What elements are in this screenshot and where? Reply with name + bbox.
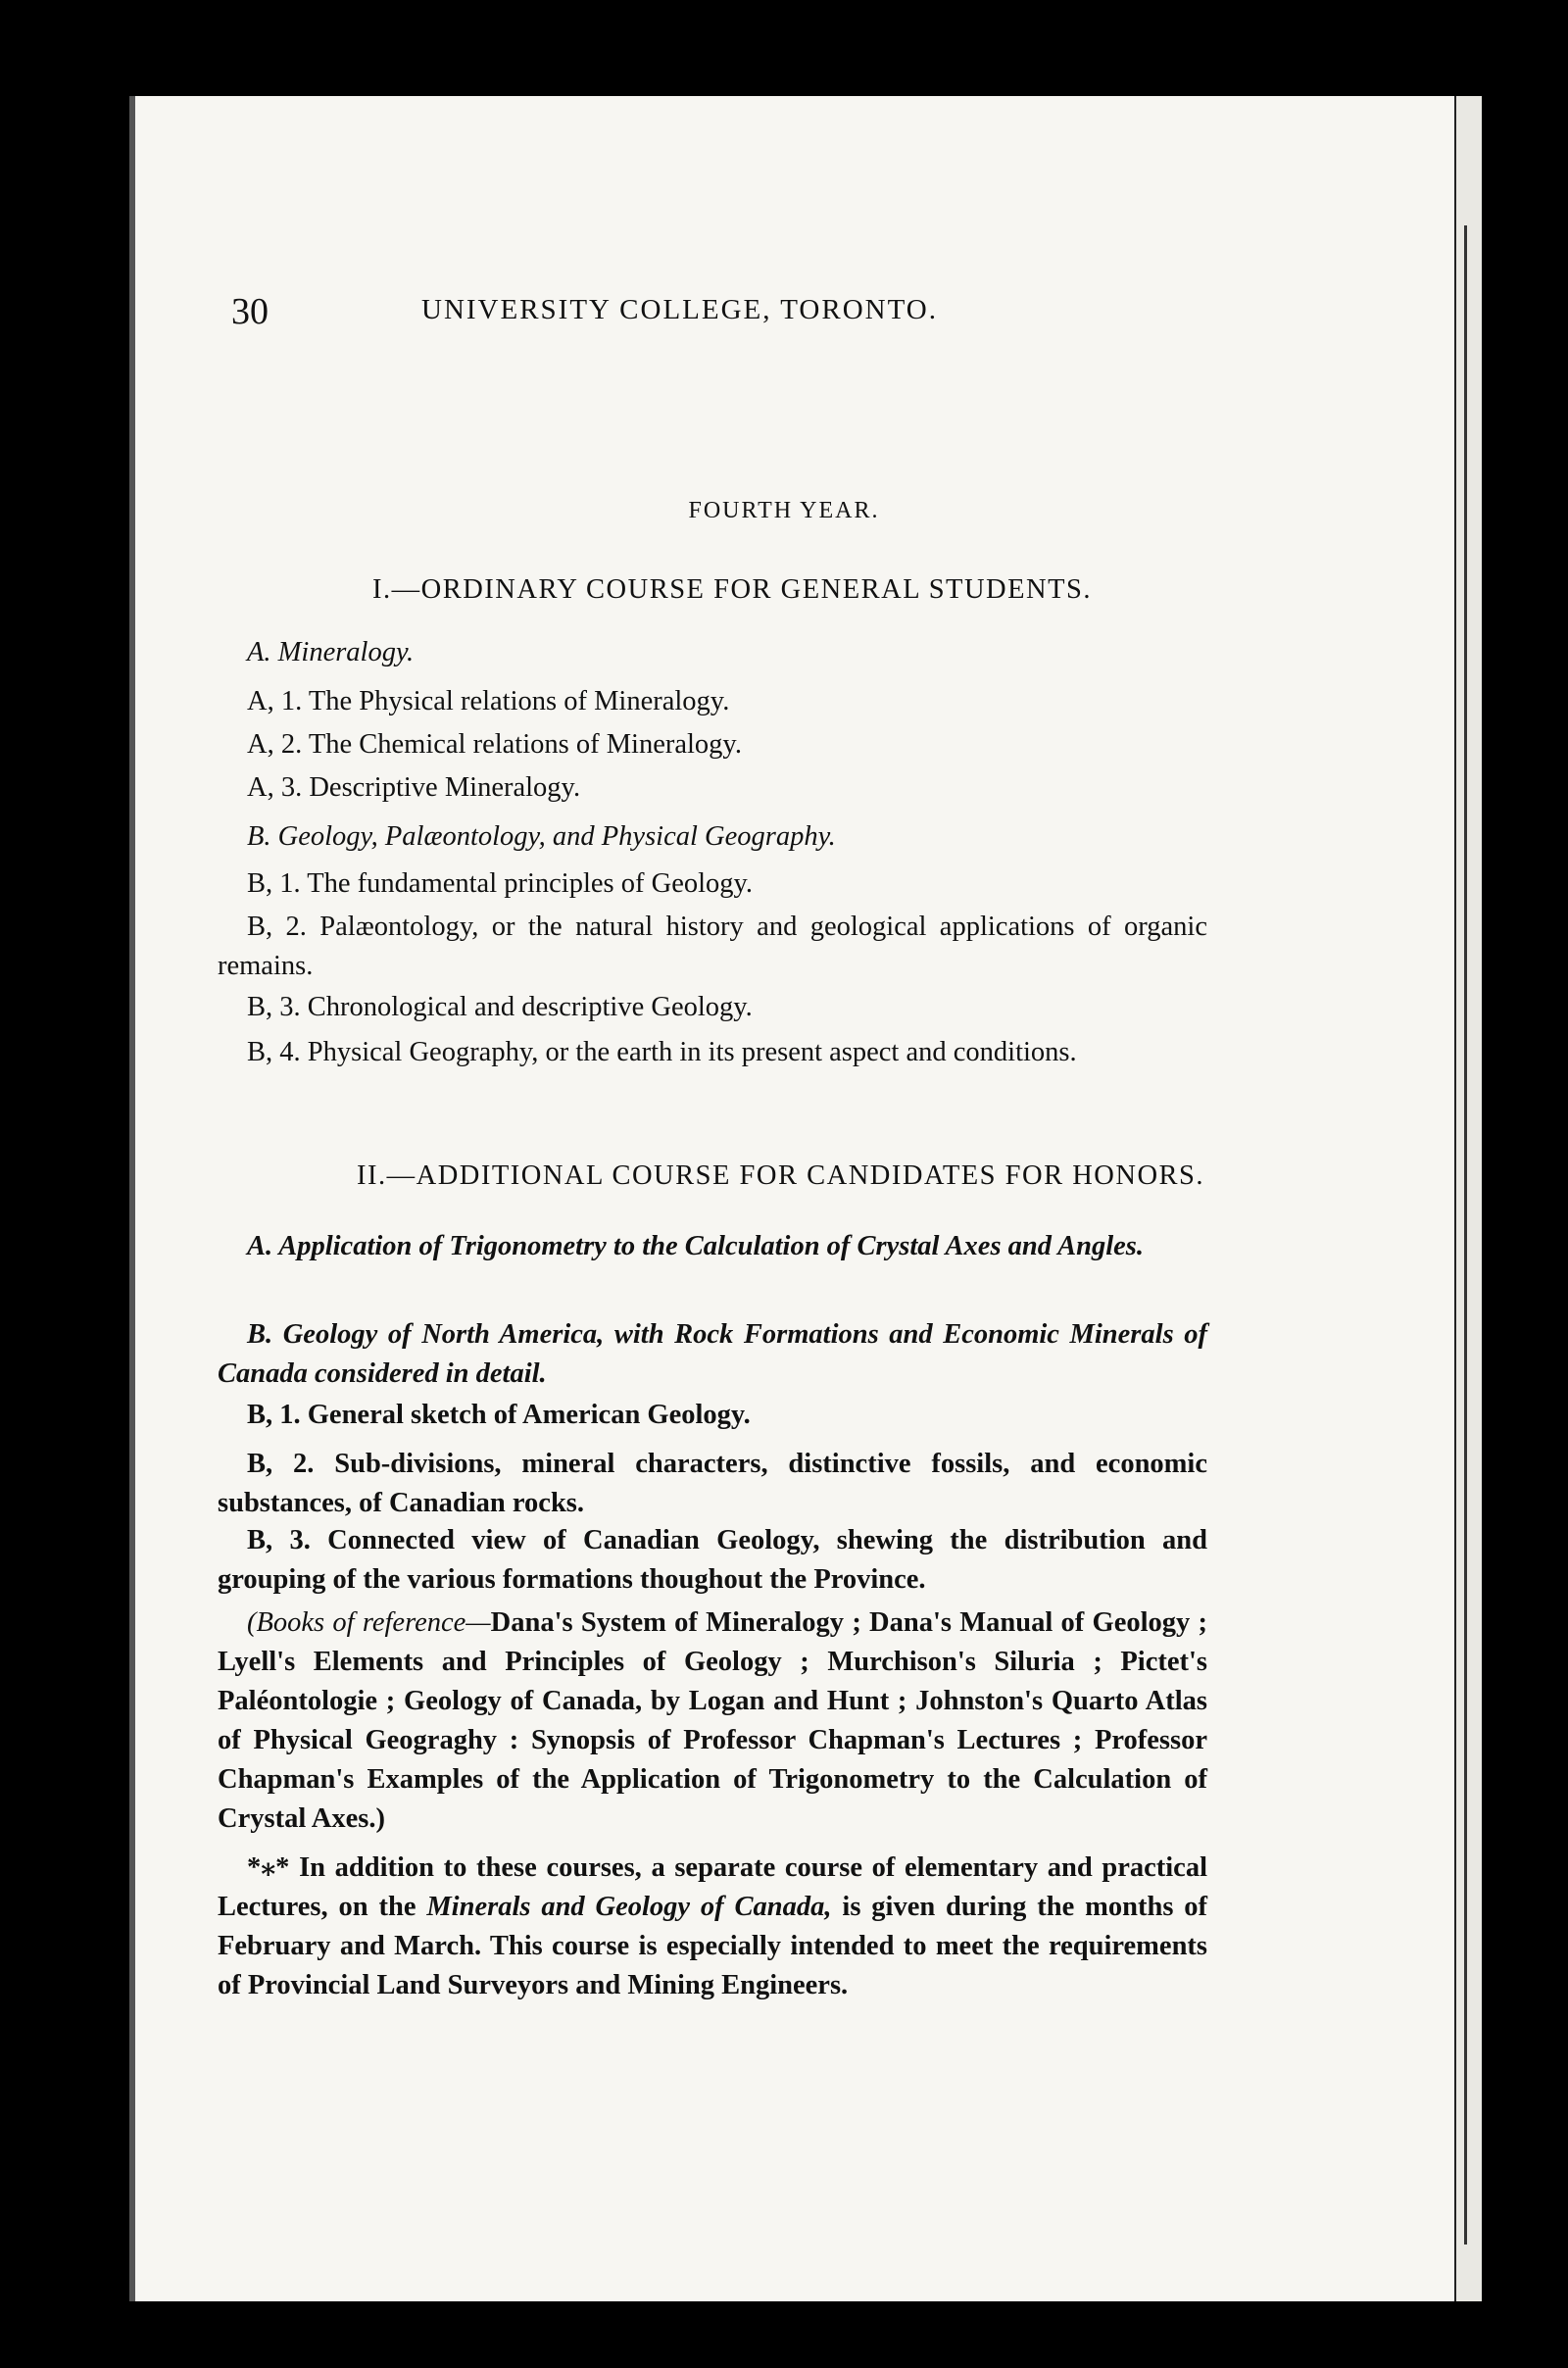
s1-a3: A, 3. Descriptive Mineralogy. [247,772,581,803]
year-heading: FOURTH YEAR. [688,498,880,523]
s1-a2: A, 2. The Chemical relations of Mineralogy. [247,729,742,760]
note-pre: In addition to these courses, a separate course of elementary and practical Lectures, on the [218,1852,1208,1922]
s1-b1: B, 1. The fundamental principles of Geology. [247,868,754,899]
note-italic: Minerals and Geology of Canada, [426,1892,832,1922]
page-header [0,290,1568,332]
page-number: 30 [231,291,269,332]
s1-b3: B, 3. Chronological and descriptive Geology. [247,992,753,1022]
books-of-reference [218,1603,1207,1839]
s2-b-heading: B. Geology of North America, with Rock Formations and Economic Minerals of Canada considered in detail. [218,1319,1207,1389]
s2-b1: B, 1. General sketch of American Geology. [247,1400,751,1430]
book-spine [1454,96,1482,2301]
spine-rule [1464,225,1467,2245]
note-paragraph [218,1849,1207,2005]
s2-b3: B, 3. Connected view of Canadian Geology, shewing the distribution and grouping of the various formations thoughout the Province. [218,1525,1207,1595]
page-edge-shadow [129,96,135,2301]
note-post: is given during the months of February and March. This course is especially intended to meet the requirements of Provincial Land Surveyors and Mining Engineers. [218,1892,1208,2000]
s2-b2: B, 2. Sub-divisions, mineral characters, distinctive fossils, and economic substances, of Canadian rocks. [218,1449,1207,1518]
s1-b4: B, 4. Physical Geography, or the earth in its present aspect and conditions. [247,1037,1077,1067]
books-label: (Books of reference— [247,1607,491,1638]
section-1-title: I.—ORDINARY COURSE FOR GENERAL STUDENTS. [372,574,1093,605]
s2-a-heading: A. Application of Trigonometry to the Calculation of Crystal Axes and Angles. [247,1231,1144,1261]
note-mark: *⁎* [247,1852,290,1883]
running-head: UNIVERSITY COLLEGE, TORONTO. [421,294,938,325]
s1-b2: B, 2. Palæontology, or the natural history and geological applications of organic remains. [218,912,1207,981]
section-2-title: II.—ADDITIONAL COURSE FOR CANDIDATES FOR HONORS. [357,1160,1205,1191]
s1-b-heading: B. Geology, Palæontology, and Physical Geography. [247,821,836,852]
books-text: Dana's System of Mineralogy ; Dana's Manual of Geology ; Lyell's Elements and Principles of Geology ; Murchison's Siluria ; Pictet's Paléontologie ; Geology of Canada, by Logan and Hunt ; Johnston's Quarto Atlas of Physical Geograghy : Synopsis of Professor Chapman's Lectures ; Professor Chapman's Examples of the Application of Trigonometry to the Calculation of Crystal Axes.) [218,1607,1208,1834]
s1-a-heading: A. Mineralogy. [247,637,415,667]
s1-a1: A, 1. The Physical relations of Mineralogy. [247,686,730,716]
